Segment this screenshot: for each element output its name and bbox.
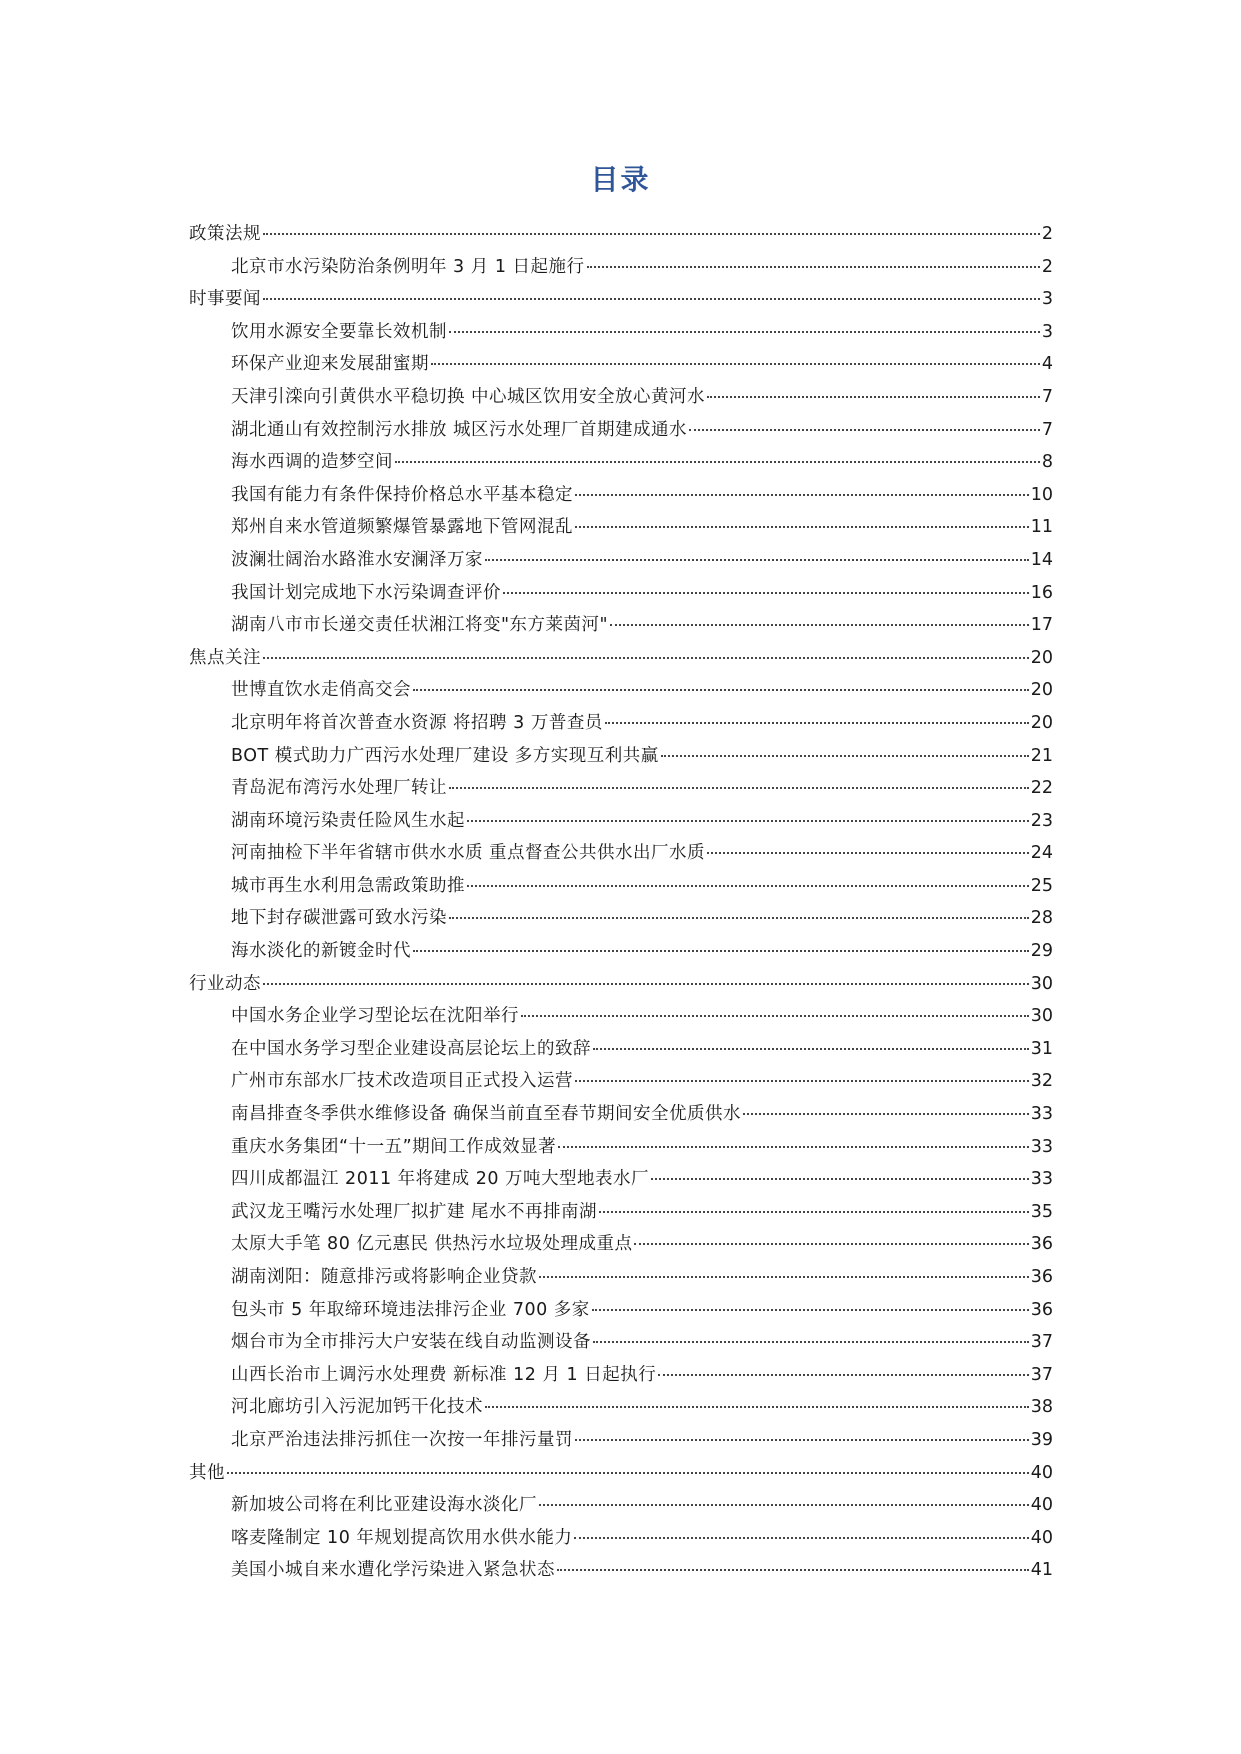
toc-entry-title: 我国计划完成地下水污染调查评价 (231, 582, 501, 603)
toc-page-number: 10 (1030, 484, 1053, 505)
dot-leader (413, 689, 1029, 691)
toc-page-number: 24 (1030, 843, 1053, 864)
dot-leader (263, 298, 1040, 300)
toc-article-entry[interactable] (189, 1489, 1053, 1522)
dot-leader (521, 1015, 1029, 1017)
toc-entry-title: 其他 (189, 1462, 225, 1483)
toc-page-number: 20 (1030, 680, 1053, 701)
toc-entry-title: BOT 模式助力广西污水处理厂建设 多方实现互利共赢 (231, 745, 659, 766)
toc-page-number: 40 (1030, 1462, 1053, 1483)
toc-article-entry[interactable] (189, 479, 1053, 512)
toc-entry-title: 城市再生水利用急需政策助推 (231, 875, 465, 896)
toc-article-entry[interactable] (189, 1000, 1053, 1033)
toc-page-number: 29 (1030, 941, 1053, 962)
toc-section-entry[interactable] (189, 968, 1053, 1001)
toc-entry-title: 我国有能力有条件保持价格总水平基本稳定 (231, 484, 573, 505)
toc-entry-title: 在中国水务学习型企业建设高层论坛上的致辞 (231, 1038, 591, 1059)
dot-leader (575, 526, 1029, 528)
toc-article-entry[interactable] (189, 805, 1053, 838)
dot-leader (263, 233, 1040, 235)
dot-leader (539, 1504, 1029, 1506)
toc-entry-title: 新加坡公司将在利比亚建设海水淡化厂 (231, 1495, 537, 1516)
toc-article-entry[interactable] (189, 1228, 1053, 1261)
toc-page-number: 33 (1030, 1136, 1053, 1157)
dot-leader (575, 1080, 1029, 1082)
toc-article-entry[interactable] (189, 1131, 1053, 1164)
toc-page-number: 40 (1030, 1527, 1053, 1548)
dot-leader (227, 1472, 1029, 1474)
toc-article-entry[interactable] (189, 414, 1053, 447)
toc-article-entry[interactable] (189, 902, 1053, 935)
toc-article-entry[interactable] (189, 1391, 1053, 1424)
toc-article-entry[interactable] (189, 837, 1053, 870)
toc-page-number: 22 (1030, 778, 1053, 799)
toc-page-number: 38 (1030, 1397, 1053, 1418)
toc-page-number: 11 (1030, 517, 1053, 538)
toc-entry-title: 四川成都温江 2011 年将建成 20 万吨大型地表水厂 (231, 1169, 650, 1190)
toc-entry-title: 烟台市为全市排污大户安装在线自动监测设备 (231, 1332, 591, 1353)
toc-article-entry[interactable] (189, 446, 1053, 479)
toc-entry-title: 环保产业迎来发展甜蜜期 (231, 354, 429, 375)
dot-leader (599, 1211, 1029, 1213)
toc-article-entry[interactable] (189, 1424, 1053, 1457)
dot-leader (707, 852, 1029, 854)
toc-page-number: 35 (1030, 1201, 1053, 1222)
toc-page-number: 20 (1030, 712, 1053, 733)
dot-leader (395, 461, 1040, 463)
toc-entry-title: 南昌排查冬季供水维修设备 确保当前直至春节期间安全优质供水 (231, 1104, 742, 1125)
toc-entry-title: 中国水务企业学习型论坛在沈阳举行 (231, 1006, 519, 1027)
toc-article-entry[interactable] (189, 544, 1053, 577)
toc-entry-title: 世博直饮水走俏高交会 (231, 680, 411, 701)
toc-entry-title: 地下封存碳泄露可致水污染 (231, 908, 447, 929)
toc-entry-title: 政策法规 (189, 224, 261, 244)
toc-article-entry[interactable] (189, 316, 1053, 349)
dot-leader (651, 1178, 1029, 1180)
dot-leader (503, 592, 1029, 594)
toc-entry-title: 波澜壮阔治水路淮水安澜泽万家 (231, 549, 483, 570)
toc-page-number: 14 (1030, 549, 1053, 570)
toc-article-entry[interactable] (189, 772, 1053, 805)
toc-page-number: 2 (1041, 256, 1053, 277)
toc-page-number: 2 (1041, 224, 1053, 244)
dot-leader (593, 1341, 1029, 1343)
toc-page-number: 40 (1030, 1495, 1053, 1516)
toc-page-number: 21 (1030, 745, 1053, 766)
toc-article-entry[interactable] (189, 1359, 1053, 1392)
toc-page-number: 17 (1030, 615, 1053, 636)
toc-article-entry[interactable] (189, 1294, 1053, 1327)
toc-entry-title: 饮用水源安全要靠长效机制 (231, 321, 447, 342)
dot-leader (263, 983, 1029, 985)
dot-leader (467, 885, 1029, 887)
toc-section-entry[interactable] (189, 283, 1053, 316)
dot-leader (634, 1243, 1028, 1245)
toc-page-number: 33 (1030, 1169, 1053, 1190)
dot-leader (605, 722, 1029, 724)
toc-page-number: 36 (1030, 1299, 1053, 1320)
toc-article-entry[interactable] (189, 251, 1053, 284)
toc-entry-title: 北京严治违法排污抓住一次按一年排污量罚 (231, 1429, 573, 1450)
dot-leader (574, 1537, 1028, 1539)
dot-leader (431, 363, 1040, 365)
toc-article-entry[interactable] (189, 674, 1053, 707)
dot-leader (413, 950, 1029, 952)
dot-leader (743, 1113, 1029, 1115)
toc-entry-title: 太原大手笔 80 亿元惠民 供热污水垃圾处理成重点 (231, 1234, 633, 1255)
dot-leader (449, 917, 1029, 919)
toc-page-number: 30 (1030, 973, 1053, 994)
toc-page-number: 39 (1030, 1429, 1053, 1450)
dot-leader (661, 755, 1029, 757)
dot-leader (592, 1309, 1029, 1311)
toc-article-entry[interactable] (189, 1196, 1053, 1229)
toc-page-number: 33 (1030, 1104, 1053, 1125)
dot-leader (575, 494, 1029, 496)
toc-page-number: 25 (1030, 875, 1053, 896)
toc-entry-title: 河南抽检下半年省辖市供水水质 重点督查公共供水出厂水质 (231, 843, 706, 864)
toc-entry-title: 山西长治市上调污水处理费 新标准 12 月 1 日起执行 (231, 1364, 657, 1385)
toc-entry-title: 广州市东部水厂技术改造项目正式投入运营 (231, 1071, 573, 1092)
toc-article-entry[interactable] (189, 1065, 1053, 1098)
dot-leader (557, 1569, 1029, 1571)
dot-leader (449, 331, 1040, 333)
dot-leader (707, 396, 1040, 398)
toc-entry-title: 海水淡化的新镀金时代 (231, 941, 411, 962)
dot-leader (587, 266, 1040, 268)
toc-article-entry[interactable] (189, 870, 1053, 903)
toc-entry-title: 武汉龙王嘴污水处理厂拟扩建 尾水不再排南湖 (231, 1201, 598, 1222)
toc-page-number: 3 (1041, 321, 1053, 342)
dot-leader (658, 1374, 1029, 1376)
toc-page-number: 36 (1030, 1234, 1053, 1255)
toc-page-number: 4 (1041, 354, 1053, 375)
toc-page-number: 32 (1030, 1071, 1053, 1092)
toc-entry-title: 包头市 5 年取缔环境违法排污企业 700 多家 (231, 1299, 590, 1320)
toc-entry-title: 湖南环境污染责任险风生水起 (231, 810, 465, 831)
toc-article-entry[interactable] (189, 577, 1053, 610)
toc-article-entry[interactable] (189, 1326, 1053, 1359)
dot-leader (485, 559, 1029, 561)
toc-list (189, 218, 1053, 1587)
toc-entry-title: 湖南浏阳：随意排污或将影响企业贷款 (231, 1267, 537, 1287)
toc-page-number: 37 (1030, 1332, 1053, 1353)
toc-article-entry[interactable] (189, 740, 1053, 773)
toc-page-number: 28 (1030, 908, 1053, 929)
toc-article-entry[interactable] (189, 511, 1053, 544)
toc-page-number: 23 (1030, 810, 1053, 831)
toc-page-number: 37 (1030, 1364, 1053, 1385)
dot-leader (575, 1439, 1029, 1441)
toc-entry-title: 北京市水污染防治条例明年 3 月 1 日起施行 (231, 256, 585, 277)
toc-page-number: 36 (1030, 1267, 1053, 1287)
toc-page-number: 41 (1030, 1560, 1053, 1581)
toc-entry-title: 喀麦隆制定 10 年规划提高饮用水供水能力 (231, 1527, 573, 1548)
toc-entry-title: 湖北通山有效控制污水排放 城区污水处理厂首期建成通水 (231, 419, 688, 440)
toc-entry-title: 天津引滦向引黄供水平稳切换 中心城区饮用安全放心黄河水 (231, 386, 706, 407)
toc-entry-title: 行业动态 (189, 973, 261, 994)
toc-page-number: 8 (1041, 452, 1053, 473)
toc-entry-title: 河北廊坊引入污泥加钙干化技术 (231, 1397, 483, 1418)
toc-page-number: 31 (1030, 1038, 1053, 1059)
toc-article-entry[interactable] (189, 1554, 1053, 1587)
dot-leader (485, 1406, 1029, 1408)
toc-entry-title: 时事要闻 (189, 289, 261, 310)
toc-article-entry[interactable] (189, 609, 1053, 642)
dot-leader (610, 624, 1029, 626)
dot-leader (539, 1276, 1029, 1278)
dot-leader (467, 820, 1029, 822)
toc-article-entry[interactable] (189, 1098, 1053, 1131)
toc-article-entry[interactable] (189, 1261, 1053, 1294)
dot-leader (558, 1146, 1029, 1148)
toc-article-entry[interactable] (189, 1522, 1053, 1555)
toc-entry-title: 重庆水务集团“十一五”期间工作成效显著 (231, 1136, 557, 1157)
toc-page-number: 7 (1041, 386, 1053, 407)
dot-leader (449, 787, 1029, 789)
toc-page-number: 7 (1041, 419, 1053, 440)
toc-section-entry[interactable] (189, 642, 1053, 675)
toc-entry-title: 海水西调的造梦空间 (231, 452, 393, 473)
toc-section-entry[interactable] (189, 1457, 1053, 1490)
toc-entry-title: 焦点关注 (189, 647, 261, 668)
toc-entry-title: 湖南八市市长递交责任状湘江将变"东方莱茵河" (231, 615, 609, 636)
toc-article-entry[interactable] (189, 348, 1053, 381)
toc-article-entry[interactable] (189, 935, 1053, 968)
toc-entry-title: 青岛泥布湾污水处理厂转让 (231, 778, 447, 799)
toc-page-number: 16 (1030, 582, 1053, 603)
dot-leader (263, 657, 1029, 659)
toc-entry-title: 美国小城自来水遭化学污染进入紧急状态 (231, 1560, 555, 1581)
toc-page-number: 3 (1041, 289, 1053, 310)
toc-article-entry[interactable] (189, 1033, 1053, 1066)
toc-article-entry[interactable] (189, 1163, 1053, 1196)
toc-entry-title: 北京明年将首次普查水资源 将招聘 3 万普查员 (231, 712, 603, 733)
dot-leader (593, 1048, 1029, 1050)
toc-title: 目录 (590, 163, 651, 196)
toc-section-entry[interactable] (189, 218, 1053, 251)
toc-page-number: 30 (1030, 1006, 1053, 1027)
toc-article-entry[interactable] (189, 707, 1053, 740)
toc-page-number: 20 (1030, 647, 1053, 668)
toc-entry-title: 郑州自来水管道频繁爆管暴露地下管网混乱 (231, 517, 573, 538)
toc-article-entry[interactable] (189, 381, 1053, 414)
dot-leader (689, 429, 1040, 431)
